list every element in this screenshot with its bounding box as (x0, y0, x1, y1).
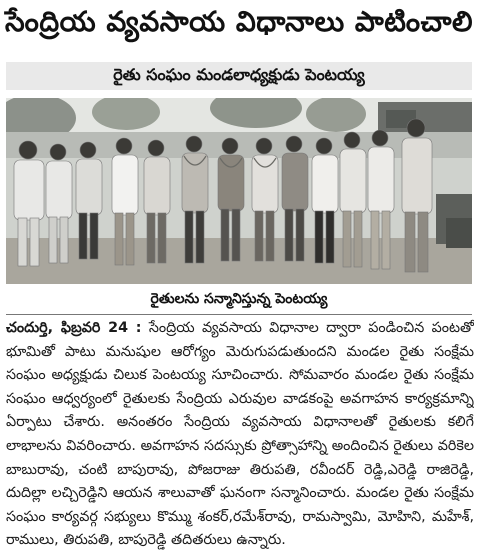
group-photo-illustration (6, 98, 472, 284)
article-headline: సేంద్రియ వ్యవసాయ విధానాలు పాటించాలి (5, 5, 473, 38)
photo-caption: రైతులను సన్మానిస్తున్న పెంటయ్య (150, 290, 328, 307)
caption-divider (6, 314, 472, 315)
article-body-text: సేంద్రియ వ్యవసాయ విధానాల ద్వారా పండించిన పంటతో భూమితో పాటు మనుషుల ఆరోగ్యం మెరుగుపడుతుందని మండల రైతు సంక్షేమ సంఘం అధ్యక్షుడు చిలుక పెంటయ్య సూచించారు. సోమవారం మండల రైతు సంక్షేమ సంఘం ఆధ్వర్యంలో రైతులకు సేంద్రియ ఎరువుల వాడకంపై అవగాహన కార్యక్రమాన్ని ఏర్పాటు చేశారు. అనంతరం సేంద్రియ వ్యవసాయ విధానాలతో రైతులకు కలిగే లాభాలను వివరించారు. అవగాహన సదస్సుకు ప్రోత్సాహాన్ని అందించిన రైతులు వరికెల బాబురావు, చంటి బాపురావు, పోజరాజు తిరుపతి, రవీందర్ రెడ్డి,ఎరెడ్డి రాజిరెడ్డి, దుదిల్లా లచ్చిరెడ్డిని ఆయన శాలువాతో ఘనంగా సన్మానించారు. మండల రైతు సంక్షేమ సంఘం కార్యవర్గ సభ్యులు కొమ్ము శంకర్,రమేశ్‌రావు, రామస్వామి, మోహిని, మహేశ్, రాములు, తిరుపతి, బాపురెడ్డి తదితరులు ఉన్నారు. (6, 320, 474, 549)
news-photo (6, 98, 472, 284)
article-subheadline: రైతు సంఘం మండలాధ్యక్షుడు పెంటయ్య (6, 62, 472, 90)
article-body (6, 317, 474, 553)
article-dateline: చందుర్తి, ఫిబ్రవరి 24 : (6, 320, 142, 336)
